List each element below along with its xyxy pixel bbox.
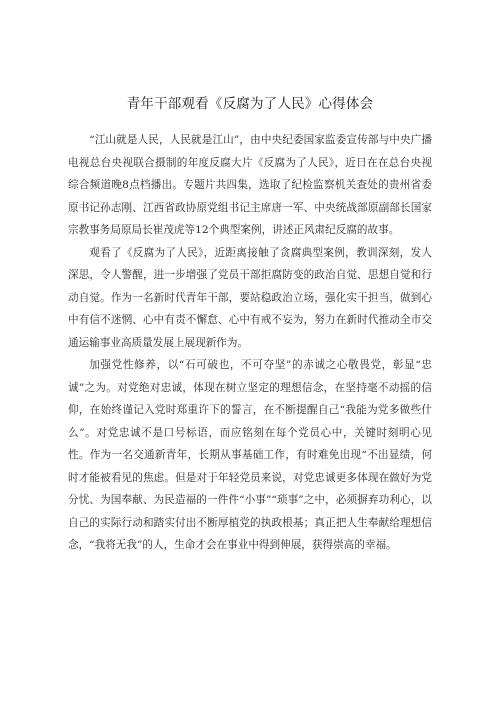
paragraph-3: 加强党性修养，以“石可破也，不可夺坚”的赤诚之心敬畏党，彰显“忠诚”之为。对党绝对忠诚，体现在树立坚定的理想信念，在坚持毫不动摇的信仰，在始终谨记入党时郑重许下的誓言，在不断提醒自己“我能为党多做些什么”。对党忠诚不是口号标语，而应铭刻在每个党员心中，关键时刻明心见性。作为一名交通新青年，长期从事基础工作，有时难免出现“不出显绩，何时才能被看见的焦虑。但是对于年轻党员来说，对党忠诚更多体现在做好为党分忧、为国奉献、为民造福的一件件“小事”“琐事”之中，必须摒弃功利心，以自己的实际行动和踏实付出不断厚植党的执政根基；真正把人生奉献给理想信念，“我将无我”的人，生命才会在事业中得到伸展，获得崇高的幸福。 bbox=[68, 359, 432, 551]
paragraph-1: “江山就是人民，人民就是江山”，由中央纪委国家监委宣传部与中央广播电视总台央视联合摄制的年度反腐大片《反腐为了人民》，近日在在总台央视综合频道晚8点档播出。专题片共四集，选取了纪检监察机关查处的贵州省委原书记孙志刚、江西省政协原党组书记主席唐一军、中央统战部原副部长国家宗教事务局原局长崔茂虎等12个典型案例，讲述正风肃纪反腐的故事。 bbox=[68, 134, 432, 236]
document-body bbox=[68, 129, 432, 557]
paragraph-2: 观看了《反腐为了人民》，近距离接触了贪腐典型案例，教训深刻，发人深思，令人警醒，进一步增强了党员干部拒腐防变的政治自觉、思想自觉和行动自觉。作为一名新时代青年干部，要站稳政治立场，强化实干担当，做到心中有信不迷惘、心中有责不懈怠、心中有戒不妄为，努力在新时代推动全市交通运输事业高质量发展上展现新作为。 bbox=[68, 246, 432, 349]
document-title: 青年干部观看《反腐为了人民》心得体会 bbox=[126, 96, 374, 112]
